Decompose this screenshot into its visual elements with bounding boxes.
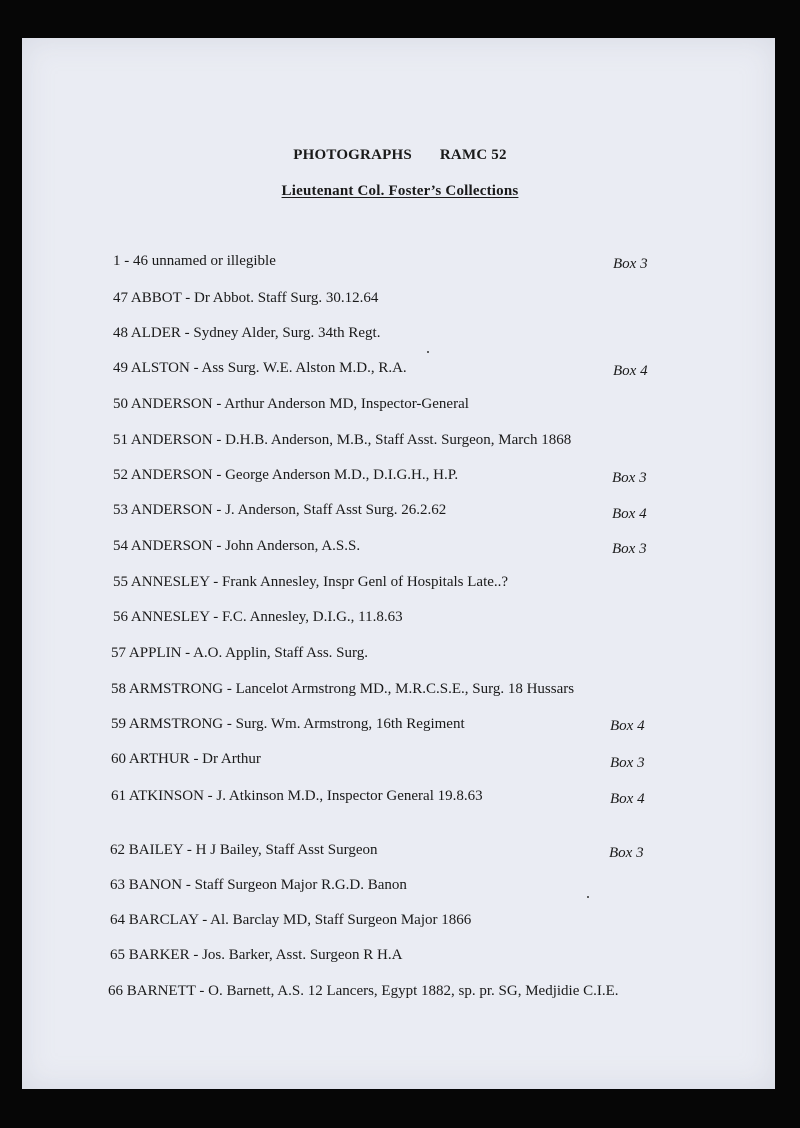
title-photographs: PHOTOGRAPHS [293, 147, 412, 163]
subtitle-text: Lieutenant Col. Foster’s Collections [281, 183, 519, 199]
list-item: 1 - 46 unnamed or illegible [113, 253, 276, 269]
list-item: 50 ANDERSON - Arthur Anderson MD, Inspector-General [113, 396, 469, 412]
stray-mark [427, 351, 429, 353]
list-item: 56 ANNESLEY - F.C. Annesley, D.I.G., 11.8.63 [113, 609, 403, 625]
list-item: 59 ARMSTRONG - Surg. Wm. Armstrong, 16th Regiment [111, 716, 465, 732]
list-item: 54 ANDERSON - John Anderson, A.S.S. [113, 538, 361, 554]
box-label: Box 3 [609, 845, 644, 861]
box-label: Box 3 [612, 470, 647, 486]
list-item: 51 ANDERSON - D.H.B. Anderson, M.B., Staff Asst. Surgeon, March 1868 [113, 432, 572, 448]
list-item: 49 ALSTON - Ass Surg. W.E. Alston M.D., R.A. [113, 360, 407, 376]
list-item: 65 BARKER - Jos. Barker, Asst. Surgeon R H.A [110, 947, 403, 963]
list-item: 64 BARCLAY - Al. Barclay MD, Staff Surgeon Major 1866 [110, 912, 472, 928]
document-title [0, 147, 800, 164]
list-item: 63 BANON - Staff Surgeon Major R.G.D. Banon [110, 877, 407, 893]
list-item: 58 ARMSTRONG - Lancelot Armstrong MD., M.R.C.S.E., Surg. 18 Hussars [111, 681, 575, 697]
box-label: Box 3 [613, 256, 648, 272]
box-label: Box 3 [610, 755, 645, 771]
list-item: 66 BARNETT - O. Barnett, A.S. 12 Lancers, Egypt 1882, sp. pr. SG, Medjidie C.I.E. [108, 983, 619, 999]
list-item: 47 ABBOT - Dr Abbot. Staff Surg. 30.12.64 [113, 290, 379, 306]
title-ramc: RAMC 52 [439, 147, 507, 163]
list-item: 61 ATKINSON - J. Atkinson M.D., Inspector General 19.8.63 [111, 788, 483, 804]
list-item: 48 ALDER - Sydney Alder, Surg. 34th Regt. [113, 325, 381, 341]
list-item: 55 ANNESLEY - Frank Annesley, Inspr Genl of Hospitals Late..? [113, 574, 509, 590]
list-item: 57 APPLIN - A.O. Applin, Staff Ass. Surg. [111, 645, 368, 661]
list-item: 62 BAILEY - H J Bailey, Staff Asst Surgeon [110, 842, 378, 858]
list-item: 60 ARTHUR - Dr Arthur [111, 751, 261, 767]
stray-mark [587, 896, 589, 898]
box-label: Box 4 [613, 363, 648, 379]
box-label: Box 3 [612, 541, 647, 557]
document-subtitle [0, 183, 800, 200]
box-label: Box 4 [612, 506, 647, 522]
list-item: 52 ANDERSON - George Anderson M.D., D.I.G.H., H.P. [113, 467, 459, 483]
list-item: 53 ANDERSON - J. Anderson, Staff Asst Surg. 26.2.62 [113, 502, 447, 518]
box-label: Box 4 [610, 718, 645, 734]
box-label: Box 4 [610, 791, 645, 807]
